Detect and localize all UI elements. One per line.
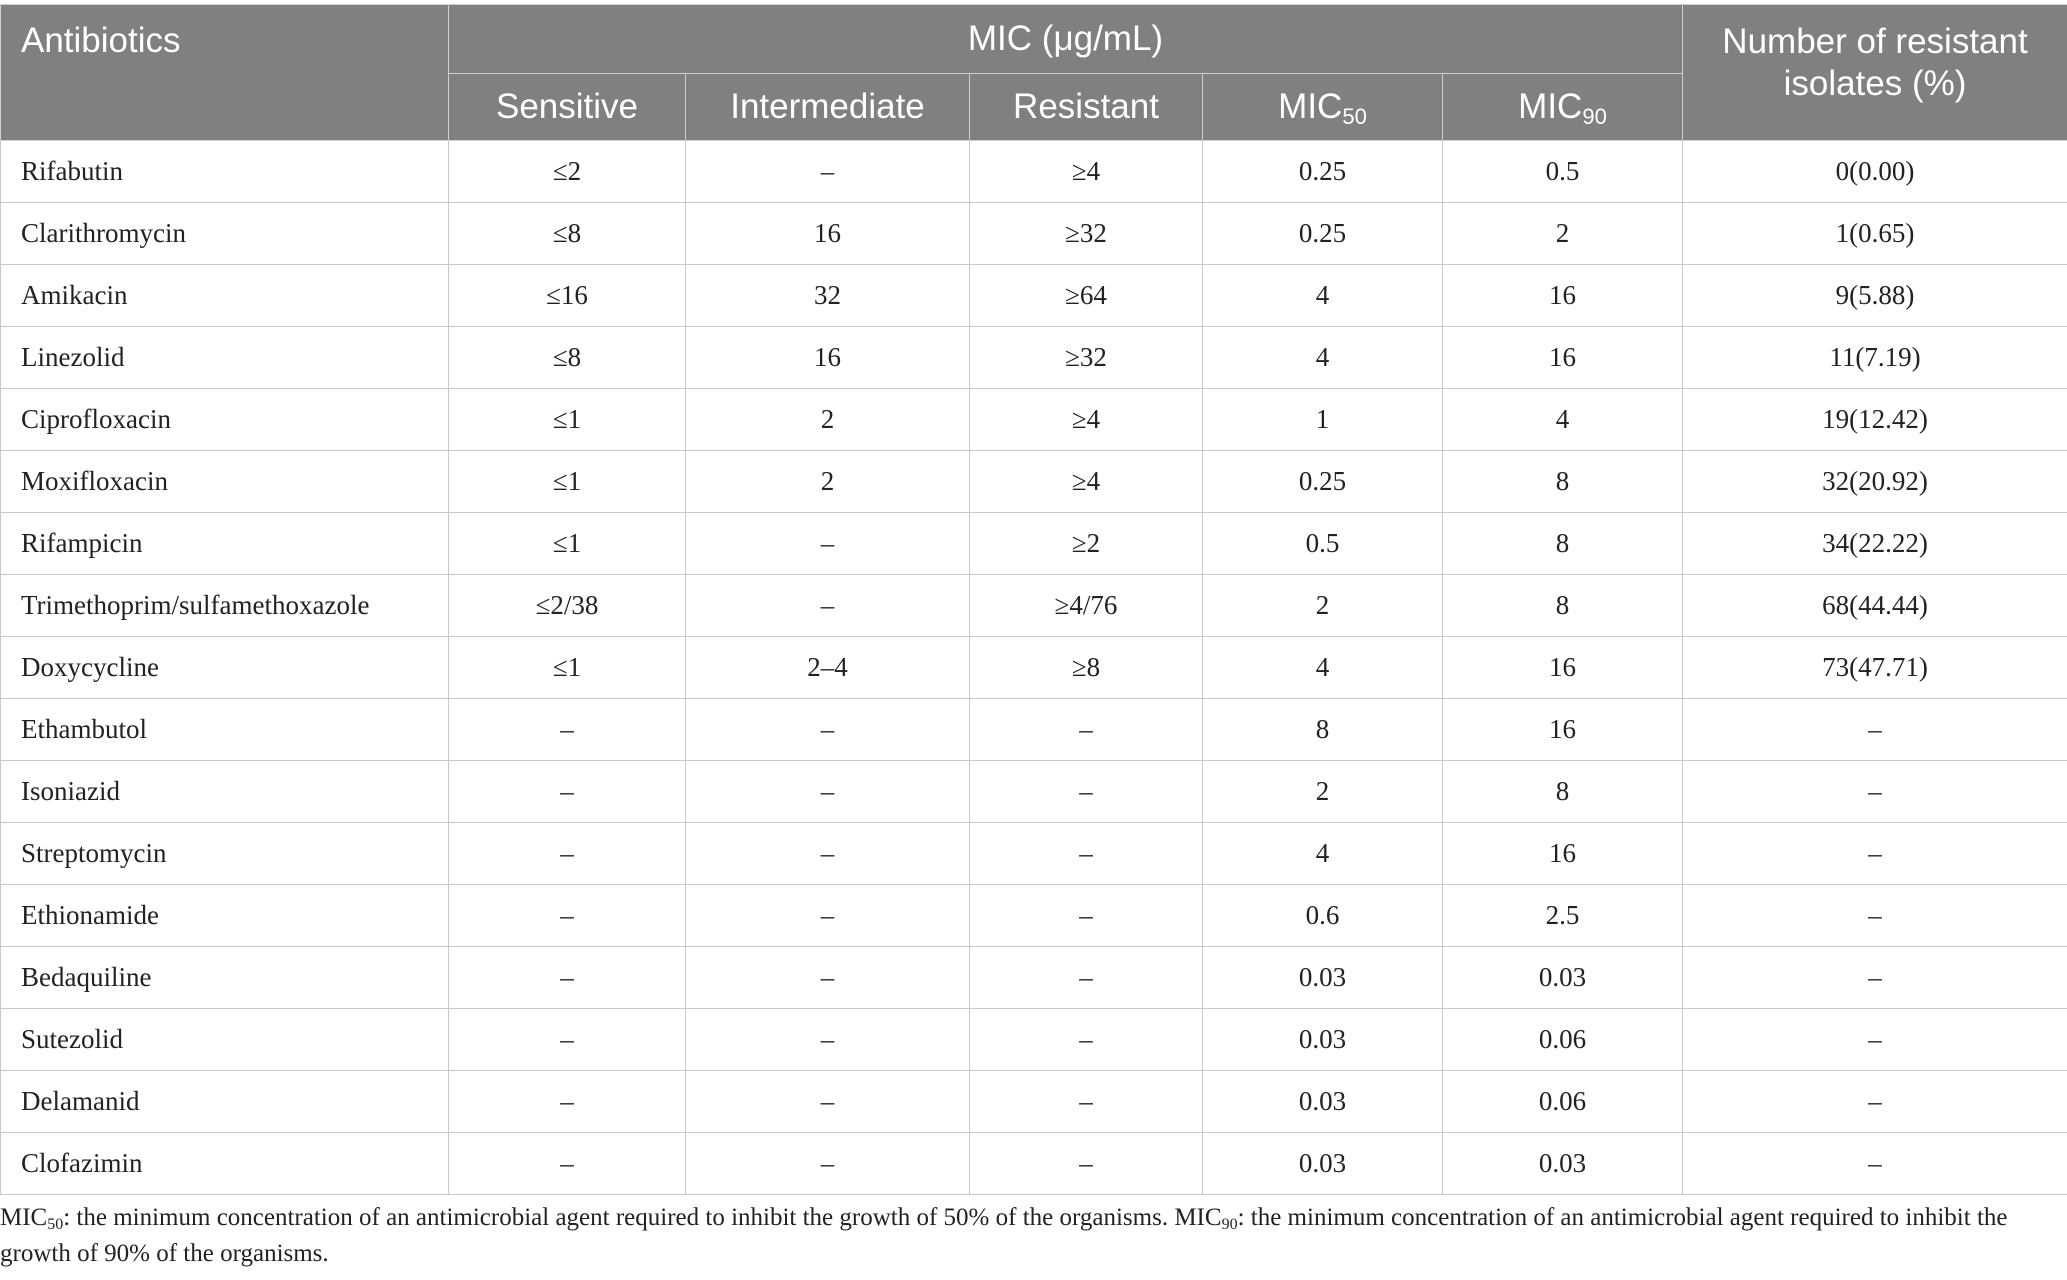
cell-mic90: 4	[1443, 389, 1683, 451]
cell-antibiotic: Rifabutin	[1, 141, 449, 203]
cell-intermediate: –	[686, 1009, 970, 1071]
table-row	[1, 761, 2067, 823]
cell-antibiotic: Ethambutol	[1, 699, 449, 761]
cell-mic50: 0.25	[1203, 141, 1443, 203]
cell-intermediate: –	[686, 1133, 970, 1195]
header-mic50-base: MIC	[1278, 87, 1343, 126]
header-intermediate: Intermediate	[686, 74, 970, 141]
table-header	[1, 5, 2067, 141]
cell-number-resistant: 73(47.71)	[1683, 637, 2067, 699]
footnote-mic90-base: MIC	[1174, 1204, 1222, 1231]
cell-intermediate: 16	[686, 203, 970, 265]
table-row	[1, 265, 2067, 327]
cell-intermediate: 2	[686, 451, 970, 513]
table-body	[1, 141, 2067, 1195]
cell-antibiotic: Doxycycline	[1, 637, 449, 699]
cell-intermediate: –	[686, 699, 970, 761]
cell-number-resistant: –	[1683, 761, 2067, 823]
cell-number-resistant: –	[1683, 885, 2067, 947]
cell-mic90: 8	[1443, 513, 1683, 575]
cell-sensitive: ≤1	[449, 389, 686, 451]
cell-mic50: 4	[1203, 823, 1443, 885]
cell-antibiotic: Trimethoprim/sulfamethoxazole	[1, 575, 449, 637]
cell-mic90: 8	[1443, 451, 1683, 513]
cell-intermediate: –	[686, 885, 970, 947]
header-mic90-base: MIC	[1518, 87, 1583, 126]
header-mic-group: MIC (μg/mL)	[449, 5, 1683, 74]
table-row	[1, 327, 2067, 389]
header-mic90-sub: 90	[1582, 104, 1607, 129]
cell-resistant: –	[970, 1071, 1203, 1133]
cell-sensitive: –	[449, 947, 686, 1009]
cell-intermediate: 16	[686, 327, 970, 389]
footnote-mic90-text: : the minimum concentration of an antimicrobial agent required to inhibit the growth of 90% of the organisms.	[0, 1204, 2008, 1267]
cell-resistant: ≥32	[970, 203, 1203, 265]
cell-antibiotic: Sutezolid	[1, 1009, 449, 1071]
header-number-resistant	[1683, 5, 2067, 141]
footnote-mic50-base: MIC	[0, 1204, 48, 1231]
cell-mic90: 16	[1443, 699, 1683, 761]
cell-mic50: 0.25	[1203, 203, 1443, 265]
header-sensitive: Sensitive	[449, 74, 686, 141]
footnote-mic90-sub: 90	[1221, 1216, 1238, 1233]
header-mic50-sub: 50	[1342, 104, 1367, 129]
cell-mic50: 8	[1203, 699, 1443, 761]
cell-antibiotic: Rifampicin	[1, 513, 449, 575]
table-row	[1, 1009, 2067, 1071]
cell-number-resistant: 9(5.88)	[1683, 265, 2067, 327]
header-mic90	[1443, 74, 1683, 141]
cell-mic90: 16	[1443, 823, 1683, 885]
cell-number-resistant: 11(7.19)	[1683, 327, 2067, 389]
cell-number-resistant: –	[1683, 823, 2067, 885]
cell-antibiotic: Bedaquiline	[1, 947, 449, 1009]
cell-number-resistant: 1(0.65)	[1683, 203, 2067, 265]
cell-number-resistant: –	[1683, 699, 2067, 761]
cell-sensitive: ≤16	[449, 265, 686, 327]
cell-antibiotic: Moxifloxacin	[1, 451, 449, 513]
cell-sensitive: –	[449, 699, 686, 761]
footnote-mic50-text: : the minimum concentration of an antimicrobial agent required to inhibit the growth of 50% of the organisms.	[63, 1204, 1175, 1231]
cell-antibiotic: Clarithromycin	[1, 203, 449, 265]
cell-mic50: 4	[1203, 637, 1443, 699]
cell-number-resistant: –	[1683, 947, 2067, 1009]
cell-resistant: –	[970, 699, 1203, 761]
table-footnote	[0, 1200, 2058, 1272]
cell-sensitive: ≤8	[449, 203, 686, 265]
cell-mic50: 0.03	[1203, 1133, 1443, 1195]
cell-resistant: ≥8	[970, 637, 1203, 699]
table-row	[1, 451, 2067, 513]
cell-number-resistant: 68(44.44)	[1683, 575, 2067, 637]
cell-resistant: ≥4	[970, 389, 1203, 451]
cell-mic90: 16	[1443, 265, 1683, 327]
cell-intermediate: –	[686, 1071, 970, 1133]
cell-sensitive: ≤2	[449, 141, 686, 203]
mic-table-container	[0, 4, 2067, 1195]
cell-number-resistant: 19(12.42)	[1683, 389, 2067, 451]
cell-antibiotic: Isoniazid	[1, 761, 449, 823]
cell-mic50: 0.6	[1203, 885, 1443, 947]
cell-sensitive: –	[449, 885, 686, 947]
cell-intermediate: –	[686, 575, 970, 637]
cell-resistant: ≥4	[970, 141, 1203, 203]
cell-intermediate: –	[686, 513, 970, 575]
cell-mic90: 16	[1443, 637, 1683, 699]
cell-antibiotic: Amikacin	[1, 265, 449, 327]
cell-intermediate: 2	[686, 389, 970, 451]
cell-sensitive: ≤1	[449, 451, 686, 513]
table-row	[1, 885, 2067, 947]
cell-resistant: –	[970, 823, 1203, 885]
cell-mic90: 2	[1443, 203, 1683, 265]
cell-mic50: 4	[1203, 327, 1443, 389]
cell-resistant: ≥32	[970, 327, 1203, 389]
cell-antibiotic: Ciprofloxacin	[1, 389, 449, 451]
cell-antibiotic: Streptomycin	[1, 823, 449, 885]
cell-mic90: 8	[1443, 575, 1683, 637]
cell-resistant: –	[970, 1133, 1203, 1195]
cell-intermediate: –	[686, 947, 970, 1009]
table-row	[1, 575, 2067, 637]
table-row	[1, 823, 2067, 885]
cell-mic90: 8	[1443, 761, 1683, 823]
cell-sensitive: ≤2/38	[449, 575, 686, 637]
table-row	[1, 203, 2067, 265]
cell-number-resistant: –	[1683, 1009, 2067, 1071]
cell-mic90: 0.5	[1443, 141, 1683, 203]
cell-mic90: 16	[1443, 327, 1683, 389]
cell-resistant: ≥64	[970, 265, 1203, 327]
table-row	[1, 1071, 2067, 1133]
cell-mic90: 2.5	[1443, 885, 1683, 947]
table-row	[1, 637, 2067, 699]
cell-intermediate: –	[686, 141, 970, 203]
cell-resistant: ≥4	[970, 451, 1203, 513]
cell-number-resistant: –	[1683, 1071, 2067, 1133]
header-number-resistant-line1: Number of resistant	[1722, 22, 2028, 61]
cell-resistant: ≥4/76	[970, 575, 1203, 637]
table-row	[1, 389, 2067, 451]
cell-antibiotic: Linezolid	[1, 327, 449, 389]
cell-mic90: 0.06	[1443, 1009, 1683, 1071]
header-antibiotics: Antibiotics	[1, 5, 449, 141]
cell-mic50: 0.03	[1203, 1071, 1443, 1133]
cell-mic90: 0.03	[1443, 947, 1683, 1009]
cell-resistant: –	[970, 947, 1203, 1009]
cell-mic50: 2	[1203, 761, 1443, 823]
footnote-mic50-sub: 50	[47, 1216, 64, 1233]
cell-sensitive: ≤1	[449, 637, 686, 699]
cell-sensitive: –	[449, 823, 686, 885]
cell-mic50: 0.03	[1203, 1009, 1443, 1071]
table-row	[1, 513, 2067, 575]
cell-mic50: 0.25	[1203, 451, 1443, 513]
table-row	[1, 947, 2067, 1009]
cell-mic50: 0.03	[1203, 947, 1443, 1009]
cell-intermediate: 2–4	[686, 637, 970, 699]
cell-mic90: 0.06	[1443, 1071, 1683, 1133]
cell-mic50: 1	[1203, 389, 1443, 451]
header-mic50	[1203, 74, 1443, 141]
cell-resistant: –	[970, 1009, 1203, 1071]
cell-antibiotic: Clofazimin	[1, 1133, 449, 1195]
cell-antibiotic: Ethionamide	[1, 885, 449, 947]
cell-mic50: 4	[1203, 265, 1443, 327]
cell-antibiotic: Delamanid	[1, 1071, 449, 1133]
cell-sensitive: –	[449, 1071, 686, 1133]
cell-intermediate: –	[686, 761, 970, 823]
cell-mic90: 0.03	[1443, 1133, 1683, 1195]
cell-sensitive: –	[449, 1009, 686, 1071]
header-resistant: Resistant	[970, 74, 1203, 141]
cell-sensitive: –	[449, 761, 686, 823]
cell-sensitive: ≤1	[449, 513, 686, 575]
cell-intermediate: –	[686, 823, 970, 885]
table-row	[1, 699, 2067, 761]
cell-number-resistant: 34(22.22)	[1683, 513, 2067, 575]
cell-intermediate: 32	[686, 265, 970, 327]
cell-sensitive: –	[449, 1133, 686, 1195]
table-row	[1, 1133, 2067, 1195]
cell-resistant: –	[970, 885, 1203, 947]
mic-table	[0, 4, 2067, 1195]
cell-number-resistant: 0(0.00)	[1683, 141, 2067, 203]
cell-resistant: ≥2	[970, 513, 1203, 575]
header-number-resistant-line2: isolates (%)	[1783, 64, 1967, 103]
cell-sensitive: ≤8	[449, 327, 686, 389]
cell-mic50: 0.5	[1203, 513, 1443, 575]
cell-number-resistant: –	[1683, 1133, 2067, 1195]
cell-number-resistant: 32(20.92)	[1683, 451, 2067, 513]
cell-mic50: 2	[1203, 575, 1443, 637]
table-row	[1, 141, 2067, 203]
cell-resistant: –	[970, 761, 1203, 823]
